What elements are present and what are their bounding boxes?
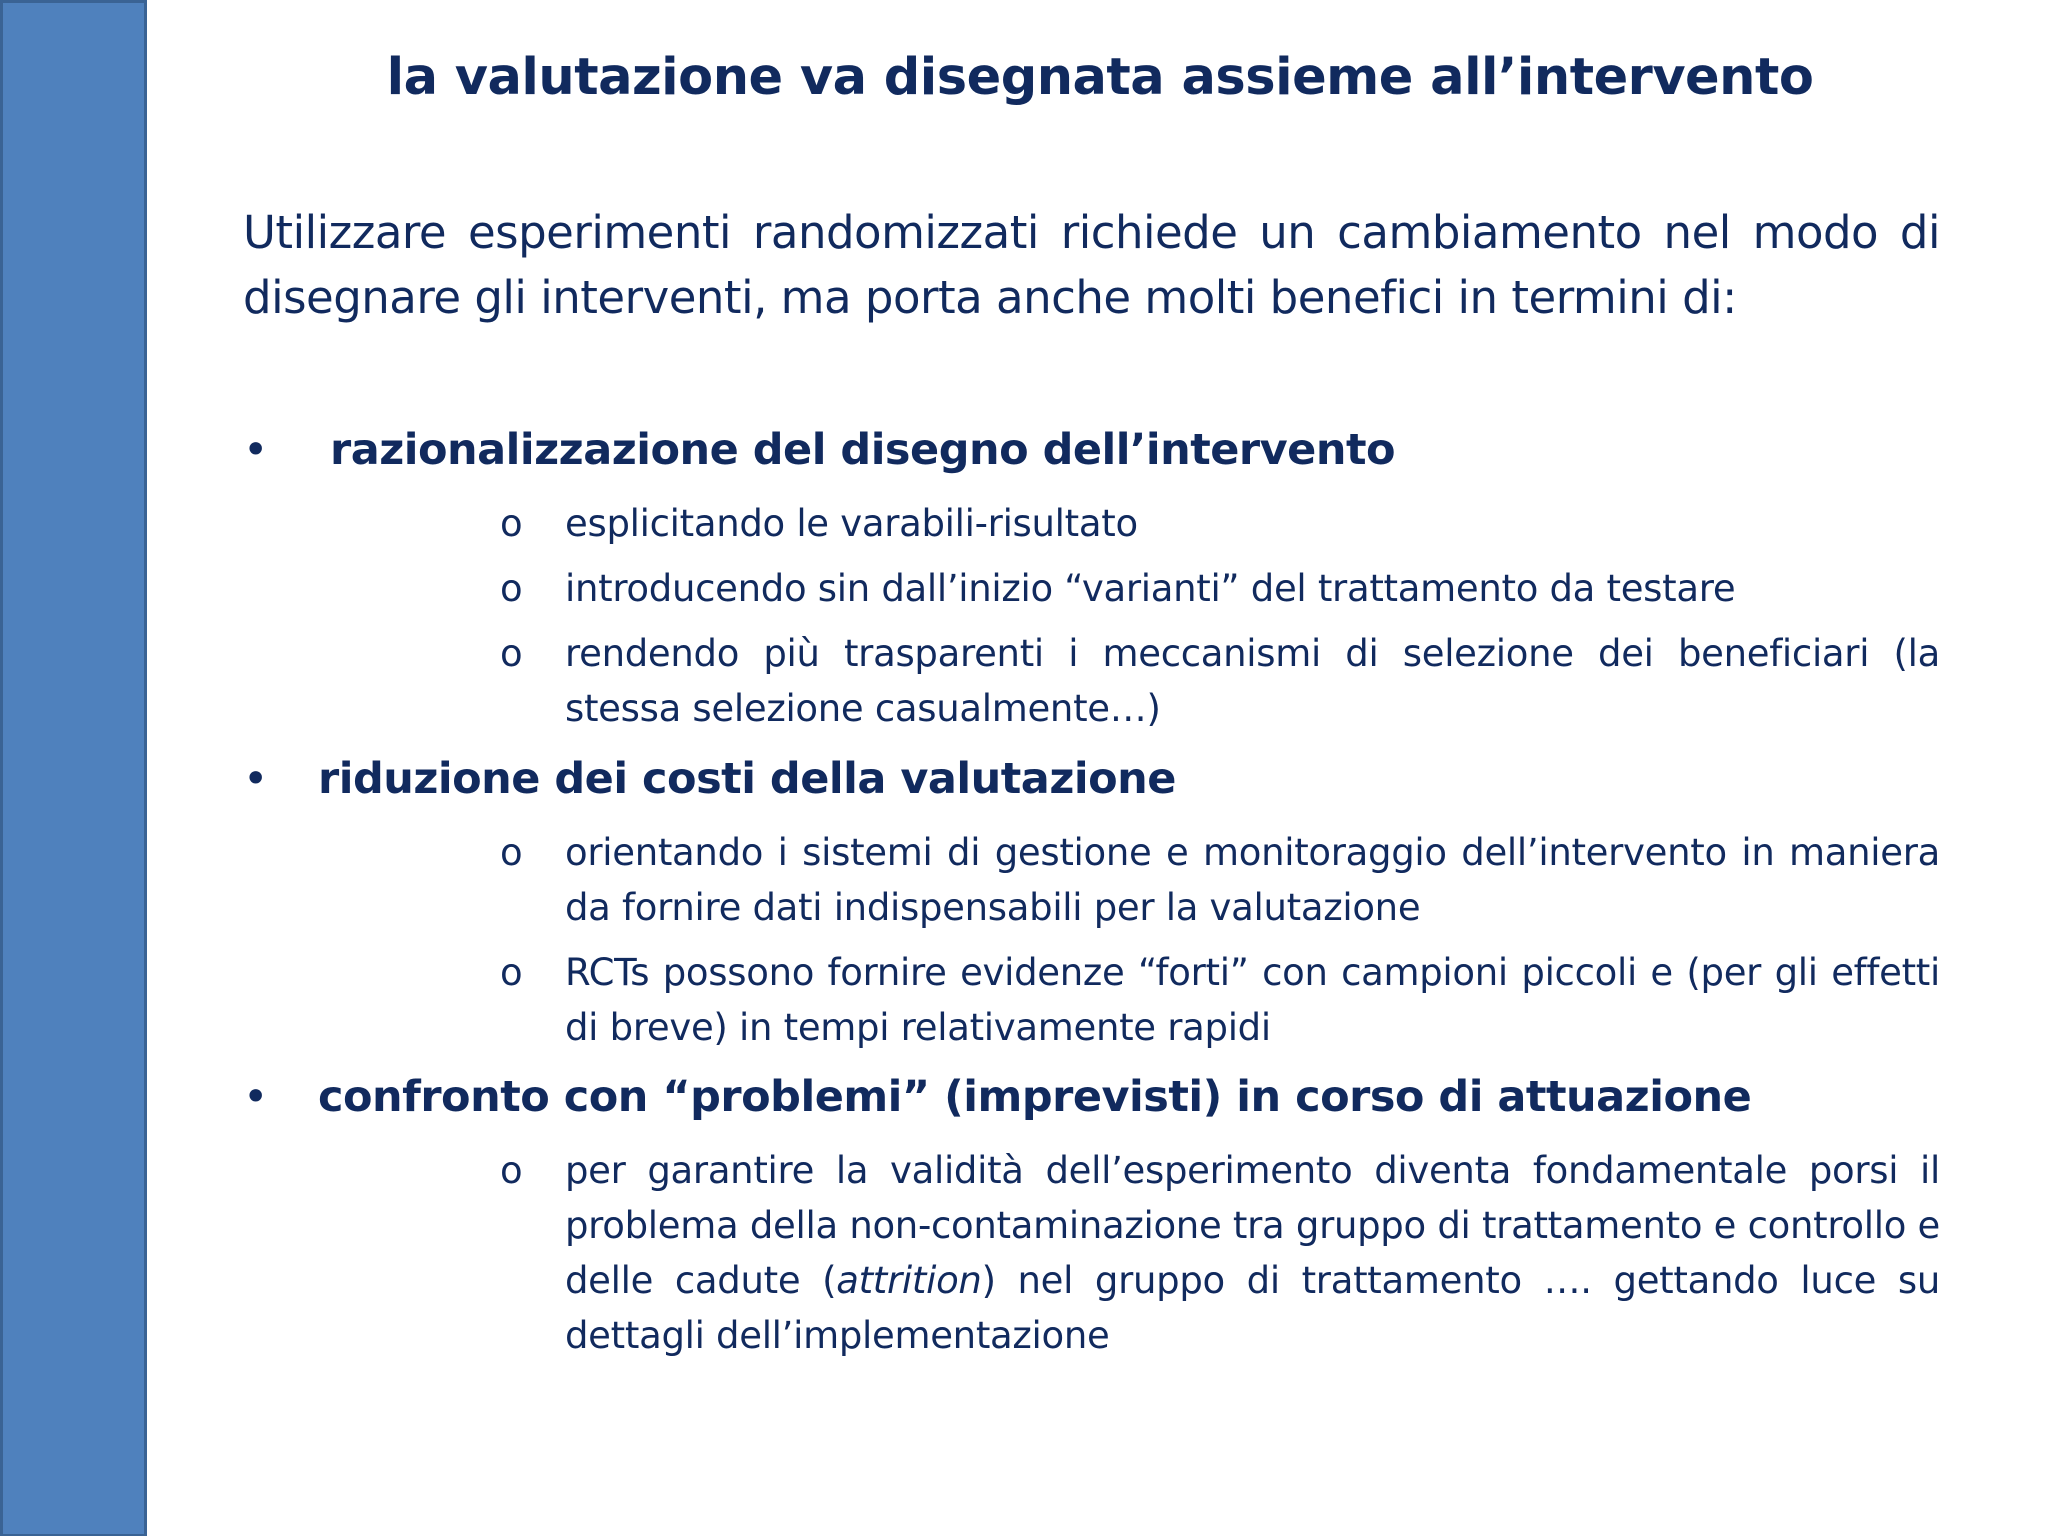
sub-item	[500, 945, 1940, 1055]
bullet-heading: razionalizzazione del disegno dell’intervento	[330, 425, 1396, 475]
sub-item	[500, 561, 1940, 616]
sub-marker: o	[500, 567, 523, 610]
bullet-item	[243, 1072, 1751, 1122]
sub-marker: o	[500, 502, 523, 545]
sub-marker: o	[500, 1149, 523, 1192]
bullet-item	[243, 754, 1176, 804]
bullet-marker: •	[243, 1072, 268, 1122]
sub-marker: o	[500, 831, 523, 874]
intro-paragraph: Utilizzare esperimenti randomizzati richiede un cambiamento nel modo di disegnare gli interventi, ma porta anche molti benefici in termini di:	[243, 206, 1940, 324]
sub-item	[500, 626, 1940, 736]
bullet-heading: confronto con “problemi” (imprevisti) in corso di attuazione	[318, 1072, 1752, 1122]
sub-text: esplicitando le varabili-risultato	[565, 502, 1138, 545]
bullet-marker: •	[243, 754, 268, 804]
sub-item	[500, 825, 1940, 935]
sub-text-italic: attrition	[836, 1259, 982, 1302]
sub-text-part: per garantire la validità dell’esperimento diventa fondamentale porsi il problema della non-contaminazione tra gruppo di trattamento e controllo e delle cadute (	[565, 1149, 1940, 1302]
sub-item	[500, 496, 1940, 551]
sub-marker: o	[500, 632, 523, 675]
sub-text: rendendo più trasparenti i meccanismi di selezione dei beneficiari (la stessa selezione casualmente…)	[565, 632, 1940, 730]
sub-text	[565, 1143, 1940, 1363]
sub-text: RCTs possono fornire evidenze “forti” con campioni piccoli e (per gli effetti di breve) in tempi relativamente rapidi	[565, 951, 1940, 1049]
sub-item	[500, 1143, 1940, 1363]
accent-bar	[0, 0, 147, 1536]
sub-text-part: ) nel gruppo di trattamento …. gettando luce su dettagli dell’implementazione	[565, 1259, 1940, 1357]
bullet-marker: •	[243, 425, 268, 475]
bullet-heading: riduzione dei costi della valutazione	[318, 754, 1176, 804]
slide-title: la valutazione va disegnata assieme all’intervento	[386, 48, 1814, 107]
sub-text: introducendo sin dall’inizio “varianti” del trattamento da testare	[565, 567, 1736, 610]
sub-text: orientando i sistemi di gestione e monitoraggio dell’intervento in maniera da fornire dati indispensabili per la valutazione	[565, 831, 1940, 929]
bullet-item	[243, 425, 1395, 475]
sub-marker: o	[500, 951, 523, 994]
